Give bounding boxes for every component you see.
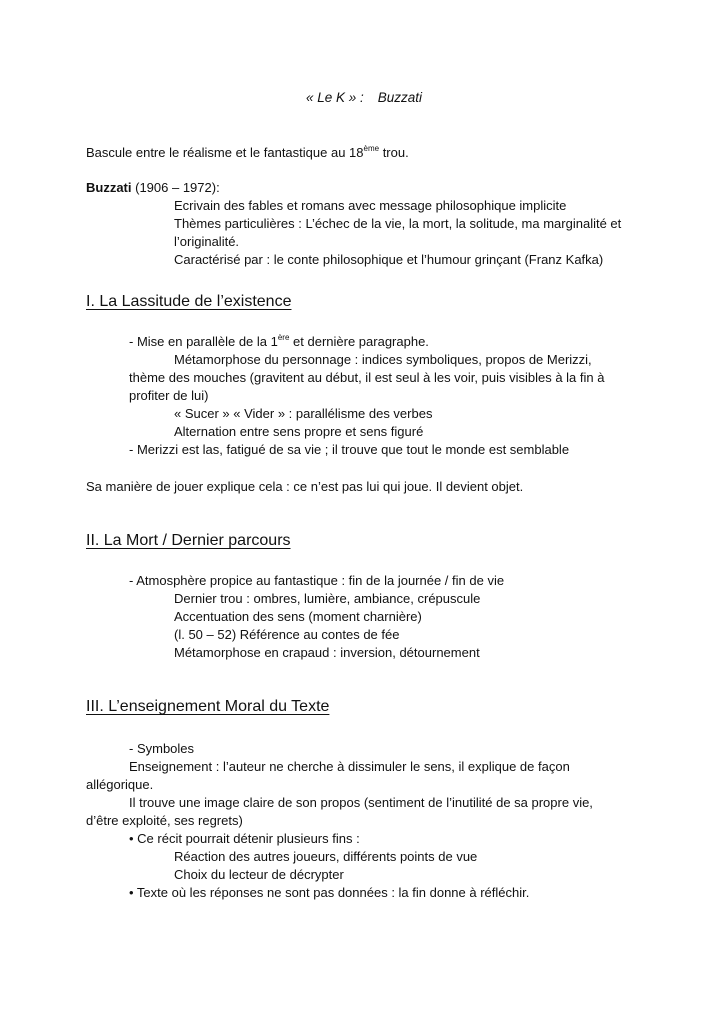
section1-line: thème des mouches (gravitent au début, il est seul à les voir, puis visibles à la fin à: [129, 370, 605, 385]
intro-text: Bascule entre le réalisme et le fantastique au 18: [86, 145, 364, 160]
section1-conclusion: Sa manière de jouer explique cela : ce n’est pas lui qui joue. Il devient objet.: [86, 479, 524, 494]
section1-item: [129, 333, 429, 351]
section-heading-3: III. L’enseignement Moral du Texte: [86, 698, 330, 715]
section1-line: Métamorphose du personnage : indices symboliques, propos de Merizzi,: [174, 352, 592, 367]
intro-superscript: ème: [363, 143, 380, 153]
section3-bullet: • Texte où les réponses ne sont pas données : la fin donne à réfléchir.: [129, 885, 530, 900]
section2-line: Dernier trou : ombres, lumière, ambiance, crépuscule: [174, 591, 481, 606]
intro-line: [86, 144, 409, 162]
section2-line: Métamorphose en crapaud : inversion, détournement: [174, 645, 480, 660]
section3-bullet: • Ce récit pourrait détenir plusieurs fins :: [129, 831, 360, 846]
author-name: Buzzati: [86, 180, 132, 195]
title-main: « Le K » :: [305, 90, 364, 105]
section1-item-text-end: et dernière paragraphe.: [289, 334, 429, 349]
section1-line: « Sucer » « Vider » : parallélisme des verbes: [174, 406, 433, 421]
author-bio-line: l’originalité.: [174, 234, 240, 249]
section2-line: (l. 50 – 52) Référence au contes de fée: [174, 627, 400, 642]
section2-line: - Atmosphère propice au fantastique : fin de la journée / fin de vie: [129, 573, 505, 588]
intro-text-end: trou.: [379, 145, 409, 160]
author-bio-line: Thèmes particulières : L’échec de la vie, la mort, la solitude, ma marginalité et: [174, 216, 622, 231]
section1-line: Alternation entre sens propre et sens figuré: [174, 424, 424, 439]
section-heading-1: I. La Lassitude de l’existence: [86, 293, 292, 310]
section3-line: Réaction des autres joueurs, différents points de vue: [174, 849, 478, 864]
section3-line: Choix du lecteur de décrypter: [174, 867, 344, 882]
section1-line: - Merizzi est las, fatigué de sa vie ; il trouve que tout le monde est semblable: [129, 442, 570, 457]
section1-superscript: ère: [277, 332, 290, 342]
section-heading-2: II. La Mort / Dernier parcours: [86, 532, 291, 549]
section2-line: Accentuation des sens (moment charnière): [174, 609, 422, 624]
section3-line: - Symboles: [129, 741, 195, 756]
section3-line: Enseignement : l’auteur ne cherche à dissimuler le sens, il explique de façon: [129, 759, 570, 774]
section3-line: allégorique.: [86, 777, 154, 792]
author-bio-line: Ecrivain des fables et romans avec message philosophique implicite: [174, 198, 567, 213]
section3-line: Il trouve une image claire de son propos (sentiment de l’inutilité de sa propre vie,: [129, 795, 593, 810]
author-bio-line: Caractérisé par : le conte philosophique et l’humour grinçant (Franz Kafka): [174, 252, 604, 267]
author-dates: (1906 – 1972):: [131, 180, 220, 195]
author-line: [86, 179, 220, 197]
document-title: [0, 89, 728, 107]
title-author: Buzzati: [377, 90, 423, 105]
section1-line: profiter de lui): [129, 388, 209, 403]
section1-item-text: - Mise en parallèle de la 1: [129, 334, 278, 349]
section3-line: d’être exploité, ses regrets): [86, 813, 243, 828]
